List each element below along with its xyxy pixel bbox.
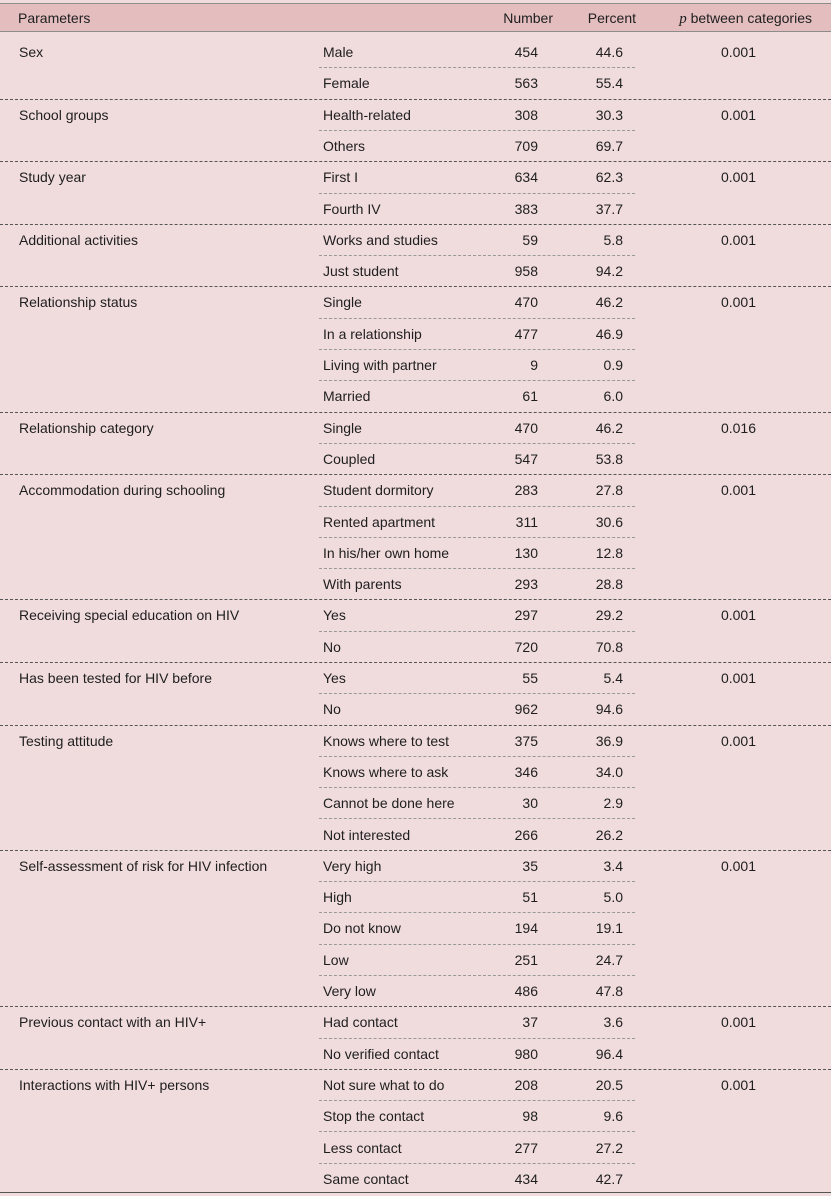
percent-cell: 70.8: [595, 638, 623, 655]
category-cell: Knows where to test: [323, 732, 450, 749]
category-cell: Single: [323, 294, 362, 311]
p-value: 0.001: [720, 231, 756, 248]
row-divider: [319, 787, 635, 788]
header-p-value: [679, 10, 812, 28]
row-divider: [319, 443, 635, 444]
percent-cell: 46.9: [595, 325, 623, 342]
group-divider: [0, 161, 831, 162]
row-divider: [319, 944, 635, 945]
header-parameters: Parameters: [18, 10, 91, 26]
number-cell: 293: [514, 576, 538, 593]
number-cell: 470: [514, 419, 538, 436]
percent-cell: 5.8: [603, 231, 623, 248]
parameter-label: Receiving special education on HIV: [19, 607, 240, 624]
row-divider: [319, 380, 635, 381]
number-cell: 61: [522, 388, 538, 405]
parameter-label: School groups: [19, 106, 109, 123]
percent-cell: 9.6: [603, 1108, 623, 1125]
row-divider: [319, 506, 635, 507]
p-value: 0.001: [720, 670, 756, 686]
table-header: [0, 3, 831, 32]
category-cell: Knows where to ask: [323, 763, 449, 780]
percent-cell: 0.9: [603, 357, 623, 373]
row-divider: [319, 318, 635, 319]
number-cell: 634: [514, 169, 538, 186]
percent-cell: 55.4: [595, 75, 623, 92]
row-divider: [319, 193, 635, 194]
group-divider: [0, 286, 831, 287]
parameter-label: Interactions with HIV+ persons: [19, 1076, 210, 1093]
category-cell: Student dormitory: [323, 482, 434, 499]
number-cell: 962: [514, 701, 538, 718]
number-cell: 277: [514, 1139, 538, 1156]
p-value: 0.001: [720, 482, 756, 499]
percent-cell: 6.0: [603, 388, 623, 405]
category-cell: Health-related: [323, 106, 411, 123]
p-value: 0.001: [720, 294, 756, 311]
row-divider: [319, 631, 635, 632]
percent-cell: 3.6: [603, 1014, 623, 1031]
row-divider: [319, 975, 635, 976]
parameter-label: Additional activities: [19, 231, 139, 248]
number-cell: 980: [514, 1045, 538, 1062]
category-cell: In his/her own home: [323, 544, 450, 561]
row-divider: [319, 756, 635, 757]
row-divider: [319, 349, 635, 350]
category-cell: Cannot be done here: [323, 795, 455, 812]
row-divider: [319, 1163, 635, 1164]
number-cell: 454: [514, 44, 538, 60]
group-divider: [0, 662, 831, 663]
number-cell: 55: [522, 670, 538, 686]
percent-cell: 5.0: [603, 889, 623, 906]
percent-cell: 62.3: [595, 169, 623, 186]
category-cell: High: [323, 889, 352, 906]
percent-cell: 29.2: [595, 607, 623, 624]
percent-cell: 47.8: [595, 983, 623, 999]
category-cell: In a relationship: [323, 325, 422, 342]
percent-cell: 46.2: [595, 419, 623, 436]
p-value: 0.001: [720, 44, 756, 60]
parameter-label: Previous contact with an HIV+: [19, 1014, 207, 1031]
percent-cell: 94.2: [595, 263, 623, 280]
percent-cell: 12.8: [595, 544, 623, 561]
number-cell: 308: [514, 106, 538, 123]
category-cell: Female: [323, 75, 370, 92]
percent-cell: 36.9: [595, 732, 623, 749]
percent-cell: 19.1: [595, 920, 623, 937]
number-cell: 194: [514, 920, 538, 937]
category-cell: Not interested: [323, 826, 411, 843]
number-cell: 98: [522, 1108, 538, 1125]
row-divider: [319, 67, 635, 68]
number-cell: 51: [522, 889, 538, 906]
number-cell: 477: [514, 325, 538, 342]
category-cell: With parents: [323, 576, 402, 593]
row-divider: [319, 912, 635, 913]
percent-cell: 28.8: [595, 576, 623, 593]
number-cell: 563: [514, 75, 538, 92]
number-cell: 59: [522, 231, 538, 248]
percent-cell: 44.6: [595, 44, 623, 60]
group-divider: [0, 725, 831, 726]
p-value: 0.016: [720, 419, 756, 436]
number-cell: 283: [514, 482, 538, 499]
row-divider: [319, 130, 635, 131]
percent-cell: 30.6: [595, 513, 623, 530]
category-cell: Fourth IV: [323, 200, 381, 217]
category-cell: Do not know: [323, 920, 401, 937]
row-divider: [319, 537, 635, 538]
p-value: 0.001: [720, 106, 756, 123]
p-header-text: between categories: [686, 10, 812, 26]
p-value: 0.001: [720, 732, 756, 749]
parameter-label: Relationship category: [19, 419, 154, 436]
row-divider: [319, 1038, 635, 1039]
category-cell: Works and studies: [323, 231, 438, 248]
percent-cell: 96.4: [595, 1045, 623, 1062]
p-value: 0.001: [720, 169, 756, 186]
percent-cell: 46.2: [595, 294, 623, 311]
percent-cell: 42.7: [595, 1170, 623, 1187]
number-cell: 9: [530, 357, 538, 373]
p-value: 0.001: [720, 607, 756, 624]
category-cell: Rented apartment: [323, 513, 436, 530]
group-divider: [0, 224, 831, 225]
category-cell: No: [323, 638, 341, 655]
percent-cell: 20.5: [595, 1076, 623, 1093]
number-cell: 375: [514, 732, 538, 749]
number-cell: 547: [514, 450, 538, 467]
p-value: 0.001: [720, 857, 756, 874]
number-cell: 470: [514, 294, 538, 311]
percent-cell: 26.2: [595, 826, 623, 843]
category-cell: Had contact: [323, 1014, 398, 1031]
category-cell: Yes: [323, 607, 346, 624]
category-cell: Same contact: [323, 1170, 409, 1187]
p-value: 0.001: [720, 1014, 756, 1031]
group-divider: [0, 599, 831, 600]
row-divider: [319, 693, 635, 694]
number-cell: 297: [514, 607, 538, 624]
percent-cell: 5.4: [603, 670, 623, 686]
percent-cell: 3.4: [603, 857, 623, 874]
group-divider: [0, 474, 831, 475]
percent-cell: 27.8: [595, 482, 623, 499]
parameter-label: Sex: [19, 44, 44, 60]
number-cell: 434: [514, 1170, 538, 1187]
row-divider: [319, 1100, 635, 1101]
category-cell: Living with partner: [323, 357, 437, 373]
group-divider: [0, 850, 831, 851]
number-cell: 35: [522, 857, 538, 874]
percent-cell: 37.7: [595, 200, 623, 217]
group-divider: [0, 1069, 831, 1070]
category-cell: Others: [323, 137, 366, 154]
number-cell: 266: [514, 826, 538, 843]
percent-cell: 94.6: [595, 701, 623, 718]
percent-cell: 30.3: [595, 106, 623, 123]
row-divider: [319, 881, 635, 882]
percent-cell: 69.7: [595, 137, 623, 154]
p-value: 0.001: [720, 1076, 756, 1093]
row-divider: [319, 1131, 635, 1132]
header-number: Number: [503, 10, 553, 26]
parameter-label: Testing attitude: [19, 732, 114, 749]
group-divider: [0, 99, 831, 100]
category-cell: Yes: [323, 670, 346, 686]
number-cell: 208: [514, 1076, 538, 1093]
number-cell: 311: [515, 513, 538, 530]
number-cell: 251: [514, 951, 538, 968]
p-symbol: p: [679, 11, 687, 27]
category-cell: Single: [323, 419, 362, 436]
number-cell: 958: [514, 263, 538, 280]
category-cell: Less contact: [323, 1139, 402, 1156]
parameter-label: Self-assessment of risk for HIV infection: [19, 857, 268, 874]
category-cell: Very low: [323, 983, 376, 999]
category-cell: No: [323, 701, 341, 718]
category-cell: Low: [323, 951, 349, 968]
row-divider: [319, 818, 635, 819]
parameter-label: Study year: [19, 169, 86, 186]
category-cell: No verified contact: [323, 1045, 439, 1062]
category-cell: Stop the contact: [323, 1108, 425, 1125]
category-cell: Just student: [323, 263, 399, 280]
parameter-label: Accommodation during schooling: [19, 482, 226, 499]
percent-cell: 27.2: [595, 1139, 623, 1156]
category-cell: First I: [323, 169, 358, 186]
number-cell: 30: [522, 795, 538, 812]
percent-cell: 34.0: [595, 763, 623, 780]
group-divider: [0, 1006, 831, 1007]
number-cell: 346: [514, 763, 538, 780]
category-cell: Married: [323, 388, 371, 405]
group-divider: [0, 412, 831, 413]
category-cell: Not sure what to do: [323, 1076, 445, 1093]
number-cell: 37: [522, 1014, 538, 1031]
number-cell: 486: [514, 983, 538, 999]
category-cell: Coupled: [323, 450, 376, 467]
percent-cell: 53.8: [595, 450, 623, 467]
category-cell: Male: [323, 44, 354, 60]
number-cell: 709: [514, 137, 538, 154]
parameter-label: Has been tested for HIV before: [19, 670, 212, 686]
percent-cell: 24.7: [595, 951, 623, 968]
header-percent: Percent: [587, 10, 636, 26]
table-bottom-rule: [0, 1192, 831, 1193]
percent-cell: 2.9: [603, 795, 623, 812]
number-cell: 720: [514, 638, 538, 655]
category-cell: Very high: [323, 857, 382, 874]
row-divider: [319, 568, 635, 569]
row-divider: [319, 255, 635, 256]
number-cell: 130: [514, 544, 538, 561]
parameter-label: Relationship status: [19, 294, 138, 311]
number-cell: 383: [514, 200, 538, 217]
